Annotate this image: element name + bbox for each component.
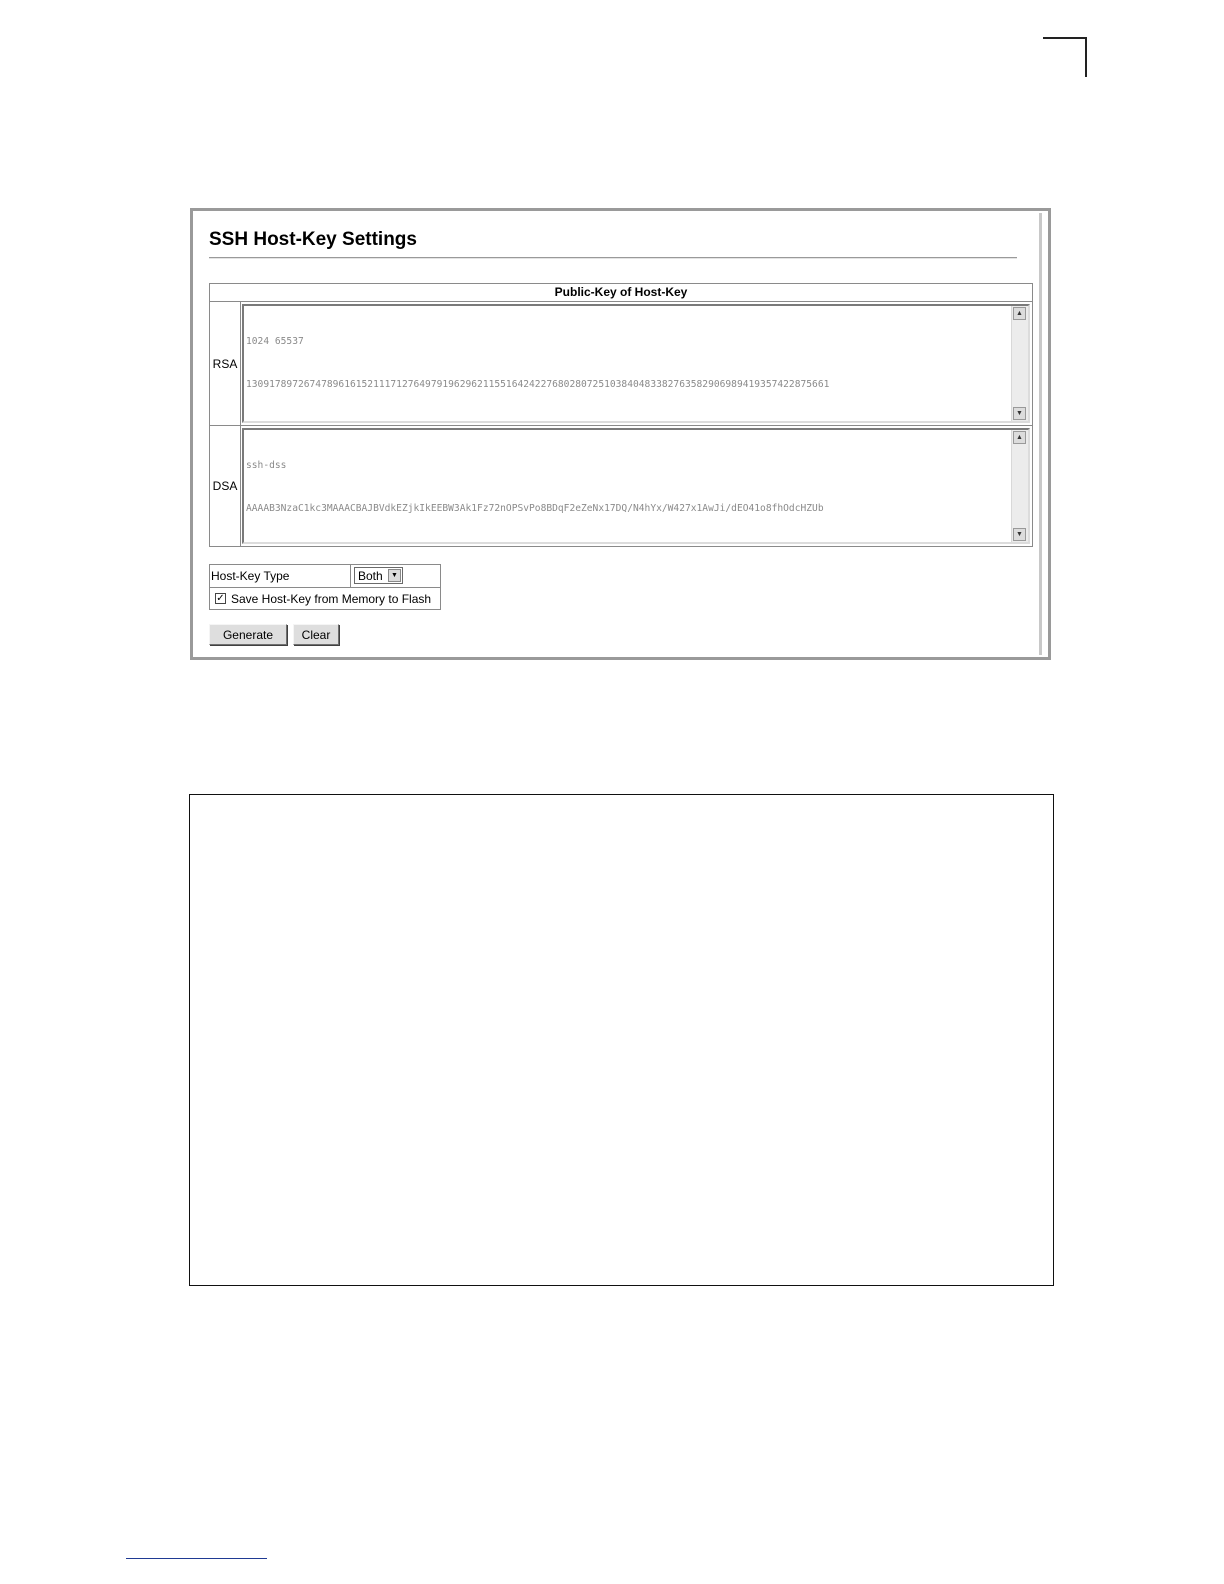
title-divider (209, 257, 1017, 259)
footer-rule (126, 1558, 267, 1559)
rsa-key-line: 13091789726747896161521117127649791962962115516424227680280725103840483382763582906989419357422875661 (246, 379, 830, 391)
dsa-key-line: AAAAB3NzaC1kc3MAAACBAJBVdkEZjkIkEEBW3Ak1Fz72nOPSvPo8BDqF2eZeNx17DQ/N4hYx/W427x1AwJi/dEO41o8fhOdcHZUb (246, 503, 824, 515)
host-key-type-label: Host-Key Type (211, 569, 290, 583)
rsa-row (210, 302, 1032, 426)
empty-figure-frame (189, 794, 1054, 1286)
save-to-flash-row (210, 588, 440, 610)
rsa-key-text (246, 307, 1010, 420)
ssh-host-key-settings-panel (190, 208, 1051, 660)
dsa-row (210, 426, 1032, 546)
rsa-key-line: 1024 65537 (246, 336, 304, 348)
page-title: SSH Host-Key Settings (209, 229, 417, 250)
scroll-down-arrow-icon[interactable]: ▼ (1013, 407, 1026, 420)
chevron-down-icon[interactable]: ▼ (388, 569, 401, 582)
dsa-key-line: ssh-dss (246, 460, 287, 472)
rsa-label: RSA (210, 302, 241, 425)
scroll-up-arrow-icon[interactable]: ▲ (1013, 307, 1026, 320)
dsa-scrollbar[interactable] (1011, 430, 1028, 542)
host-key-type-select[interactable] (354, 567, 403, 584)
scroll-down-arrow-icon[interactable]: ▼ (1013, 528, 1026, 541)
save-to-flash-checkbox[interactable]: ✓ (216, 593, 225, 604)
panel-inner (195, 213, 1042, 655)
clear-button[interactable]: Clear (293, 624, 339, 645)
save-to-flash-label: Save Host-Key from Memory to Flash (231, 592, 432, 606)
cell-divider (350, 565, 351, 587)
scroll-up-arrow-icon[interactable]: ▲ (1013, 431, 1026, 444)
corner-crop-mark (1043, 37, 1087, 77)
dsa-label: DSA (210, 426, 241, 546)
rsa-key-textarea[interactable] (242, 304, 1030, 423)
dsa-key-textarea[interactable] (242, 428, 1030, 544)
rsa-scrollbar[interactable] (1011, 306, 1028, 421)
host-key-options-table (209, 564, 441, 610)
host-key-type-row (210, 565, 440, 588)
public-key-header: Public-Key of Host-Key (210, 284, 1032, 302)
host-key-type-value: Both (358, 569, 383, 583)
generate-button[interactable]: Generate (209, 624, 287, 645)
dsa-key-text (246, 431, 1010, 541)
public-key-table (209, 283, 1033, 547)
